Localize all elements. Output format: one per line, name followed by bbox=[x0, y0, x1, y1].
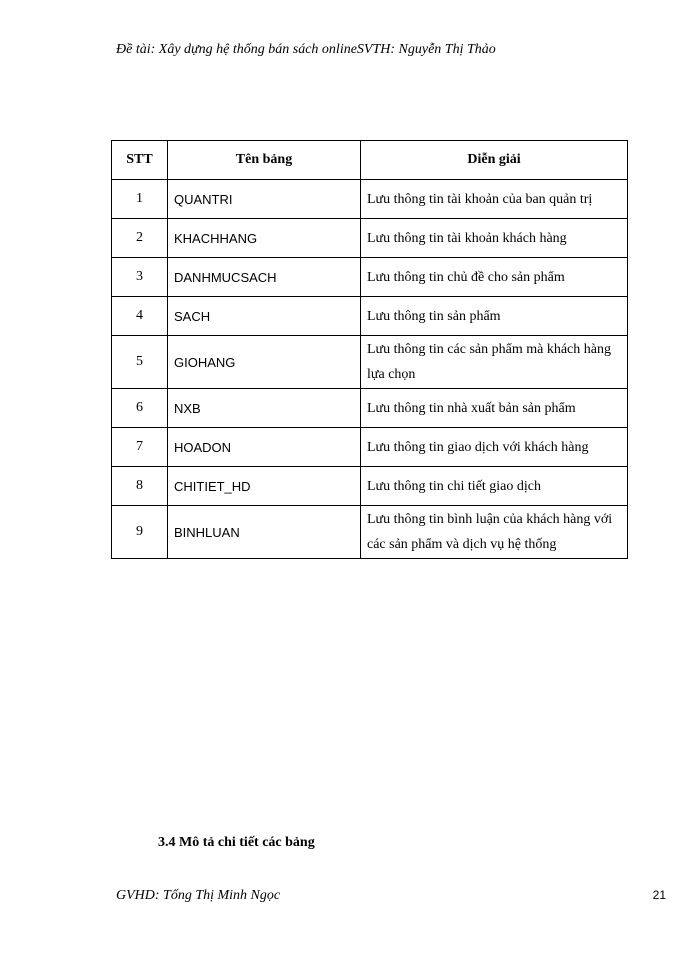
row-stt: 9 bbox=[112, 506, 168, 559]
row-description: Lưu thông tin chủ đề cho sản phẩm bbox=[361, 258, 628, 297]
row-description: Lưu thông tin chi tiết giao dịch bbox=[361, 467, 628, 506]
page-number: 21 bbox=[652, 888, 666, 902]
row-table-name: DANHMUCSACH bbox=[168, 258, 361, 297]
row-stt: 4 bbox=[112, 297, 168, 336]
row-description: Lưu thông tin nhà xuất bản sản phẩm bbox=[361, 389, 628, 428]
row-stt: 7 bbox=[112, 428, 168, 467]
row-stt: 6 bbox=[112, 389, 168, 428]
table-row bbox=[112, 219, 628, 258]
table-row bbox=[112, 467, 628, 506]
row-description: Lưu thông tin tài khoản khách hàng bbox=[361, 219, 628, 258]
table-row bbox=[112, 336, 628, 389]
tables-list bbox=[111, 140, 628, 559]
row-table-name: HOADON bbox=[168, 428, 361, 467]
row-stt: 2 bbox=[112, 219, 168, 258]
table-row bbox=[112, 389, 628, 428]
row-stt: 1 bbox=[112, 180, 168, 219]
row-stt: 8 bbox=[112, 467, 168, 506]
row-table-name: CHITIET_HD bbox=[168, 467, 361, 506]
row-stt: 5 bbox=[112, 336, 168, 389]
column-header-description: Diễn giải bbox=[361, 141, 628, 180]
row-stt: 3 bbox=[112, 258, 168, 297]
row-description: Lưu thông tin sản phẩm bbox=[361, 297, 628, 336]
row-table-name: GIOHANG bbox=[168, 336, 361, 389]
table-row bbox=[112, 297, 628, 336]
row-description: Lưu thông tin bình luận của khách hàng với các sản phẩm và dịch vụ hệ thống bbox=[361, 506, 628, 559]
table-row bbox=[112, 258, 628, 297]
table-header-row bbox=[112, 141, 628, 180]
section-heading: 3.4 Mô tả chi tiết các bảng bbox=[158, 835, 315, 850]
row-table-name: NXB bbox=[168, 389, 361, 428]
table-row bbox=[112, 506, 628, 559]
table-row bbox=[112, 428, 628, 467]
page-header: Đề tài: Xây dựng hệ thống bán sách onlineSVTH: Nguyễn Thị Thảo bbox=[116, 42, 496, 57]
row-table-name: SACH bbox=[168, 297, 361, 336]
column-header-stt: STT bbox=[112, 141, 168, 180]
row-table-name: KHACHHANG bbox=[168, 219, 361, 258]
table-row bbox=[112, 180, 628, 219]
column-header-table-name: Tên bảng bbox=[168, 141, 361, 180]
row-table-name: BINHLUAN bbox=[168, 506, 361, 559]
row-description: Lưu thông tin tài khoản của ban quản trị bbox=[361, 180, 628, 219]
row-table-name: QUANTRI bbox=[168, 180, 361, 219]
row-description: Lưu thông tin giao dịch với khách hàng bbox=[361, 428, 628, 467]
page-footer-instructor: GVHD: Tống Thị Minh Ngọc bbox=[116, 888, 281, 903]
row-description: Lưu thông tin các sản phẩm mà khách hàng lựa chọn bbox=[361, 336, 628, 389]
